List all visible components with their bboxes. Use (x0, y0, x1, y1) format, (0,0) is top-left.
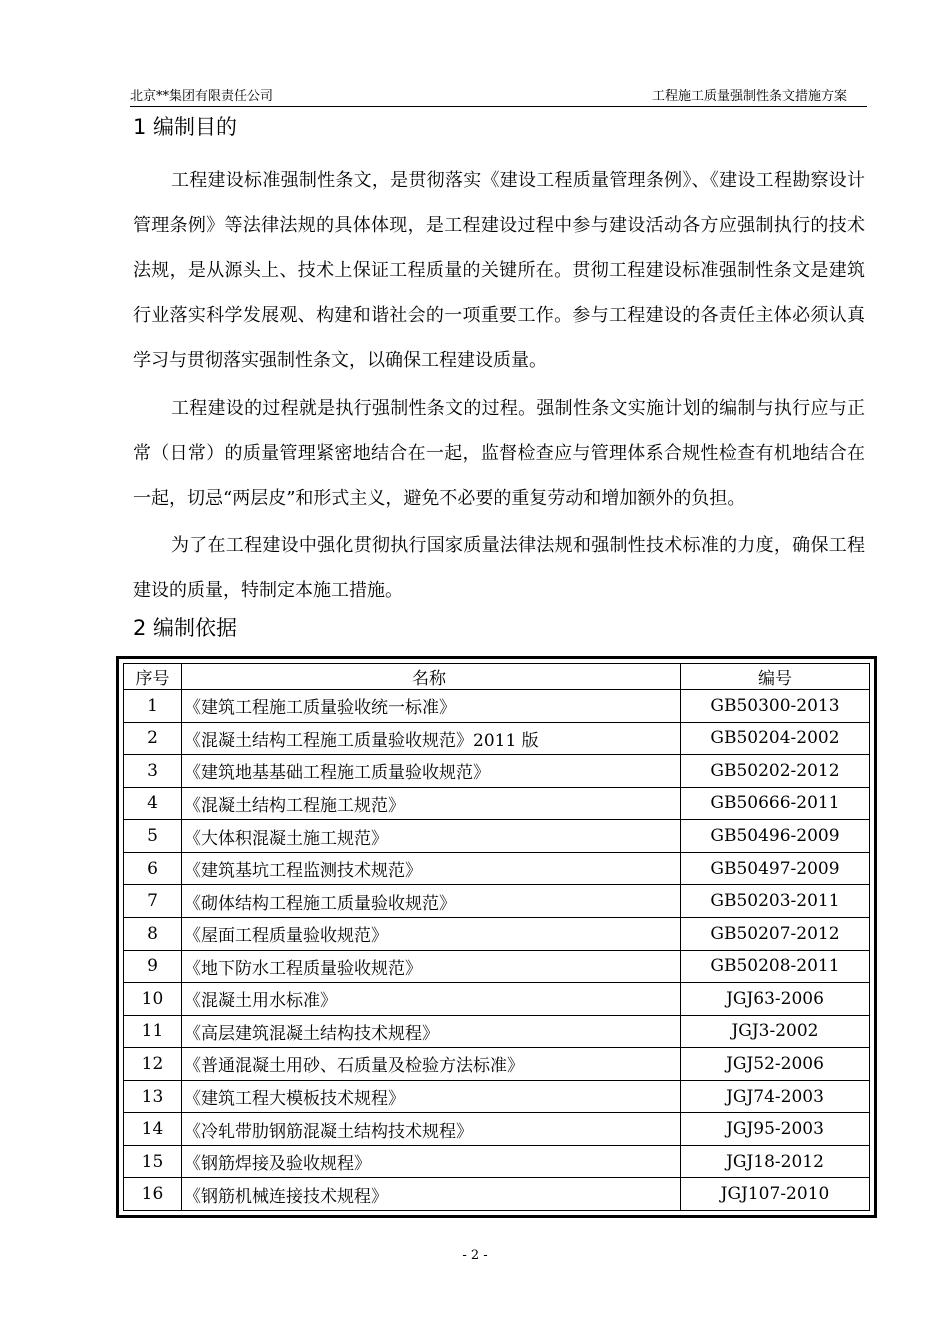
table-row (124, 1048, 870, 1081)
table-row (124, 787, 870, 820)
section-1-paragraph-1: 工程建设标准强制性条文，是贯彻落实《建设工程质量管理条例》、《建设工程勘察设计管理条例》等法律法规的具体体现，是工程建设过程中参与建设活动各方应强制执行的技术法规，是从源头上、技术上保证工程质量的关键所在。贯彻工程建设标准强制性条文是建筑行业落实科学发展观、构建和谐社会的一项重要工作。参与工程建设的各责任主体必须认真学习与贯彻落实强制性条文，以确保工程建设质量。 (133, 170, 865, 371)
row-name-cell: 《钢筋机械连接技术规程》 (182, 1178, 681, 1211)
page-number: - 2 - (462, 1248, 488, 1263)
row-name-cell: 《普通混凝土用砂、石质量及检验方法标准》 (182, 1048, 681, 1081)
table-row (124, 1080, 870, 1113)
row-index-cell: 7 (124, 885, 182, 918)
row-code-cell: GB50204-2002 (681, 722, 870, 755)
header-company: 北京**集团有限责任公司 (130, 89, 274, 104)
section-1-paragraph-3: 为了在工程建设中强化贯彻执行国家质量法律法规和强制性技术标准的力度，确保工程建设的质量，特制定本施工措施。 (133, 535, 865, 601)
section-2-heading: 2 编制依据 (133, 616, 238, 640)
section-1-heading: 1 编制目的 (133, 115, 238, 139)
row-name-cell: 《建筑工程大模板技术规程》 (182, 1080, 681, 1113)
table-row (124, 690, 870, 723)
row-code-cell: JGJ3-2002 (681, 1015, 870, 1048)
row-index-cell: 16 (124, 1178, 182, 1211)
row-name-cell: 《建筑基坑工程监测技术规范》 (182, 852, 681, 885)
column-header-index: 序号 (124, 664, 182, 690)
row-code-cell: GB50497-2009 (681, 852, 870, 885)
row-index-cell: 12 (124, 1048, 182, 1081)
page-header (130, 88, 867, 107)
row-index-cell: 6 (124, 852, 182, 885)
table-row (124, 722, 870, 755)
row-index-cell: 3 (124, 755, 182, 788)
table-header-row (124, 664, 870, 690)
table-row (124, 885, 870, 918)
table-row (124, 917, 870, 950)
row-name-cell: 《混凝土结构工程施工规范》 (182, 787, 681, 820)
row-code-cell: JGJ107-2010 (681, 1178, 870, 1211)
row-code-cell: GB50202-2012 (681, 755, 870, 788)
row-index-cell: 5 (124, 820, 182, 853)
row-name-cell: 《屋面工程质量验收规范》 (182, 917, 681, 950)
row-code-cell: GB50203-2011 (681, 885, 870, 918)
table-row (124, 950, 870, 983)
row-index-cell: 4 (124, 787, 182, 820)
row-index-cell: 10 (124, 983, 182, 1016)
row-code-cell: JGJ95-2003 (681, 1113, 870, 1146)
row-index-cell: 9 (124, 950, 182, 983)
table-row (124, 1113, 870, 1146)
row-code-cell: JGJ63-2006 (681, 983, 870, 1016)
row-name-cell: 《建筑地基基础工程施工质量验收规范》 (182, 755, 681, 788)
row-index-cell: 8 (124, 917, 182, 950)
table-row (124, 1015, 870, 1048)
row-code-cell: JGJ74-2003 (681, 1080, 870, 1113)
row-name-cell: 《混凝土结构工程施工质量验收规范》2011 版 (182, 722, 681, 755)
row-index-cell: 2 (124, 722, 182, 755)
row-name-cell: 《地下防水工程质量验收规范》 (182, 950, 681, 983)
table-row (124, 852, 870, 885)
standards-table-frame (116, 656, 877, 1218)
table-row (124, 1145, 870, 1178)
row-code-cell: JGJ52-2006 (681, 1048, 870, 1081)
row-name-cell: 《冷轧带肋钢筋混凝土结构技术规程》 (182, 1113, 681, 1146)
row-code-cell: GB50666-2011 (681, 787, 870, 820)
row-index-cell: 15 (124, 1145, 182, 1178)
row-index-cell: 11 (124, 1015, 182, 1048)
table-row (124, 983, 870, 1016)
section-1-paragraph-2: 工程建设的过程就是执行强制性条文的过程。强制性条文实施计划的编制与执行应与正常（日常）的质量管理紧密地结合在一起，监督检查应与管理体系合规性检查有机地结合在一起，切忌“两层皮”和形式主义，避免不必要的重复劳动和增加额外的负担。 (133, 398, 865, 509)
row-name-cell: 《建筑工程施工质量验收统一标准》 (182, 690, 681, 723)
column-header-code: 编号 (681, 664, 870, 690)
table-body (124, 690, 870, 1211)
row-name-cell: 《混凝土用水标准》 (182, 983, 681, 1016)
row-name-cell: 《大体积混凝土施工规范》 (182, 820, 681, 853)
row-code-cell: JGJ18-2012 (681, 1145, 870, 1178)
row-index-cell: 1 (124, 690, 182, 723)
row-code-cell: GB50300-2013 (681, 690, 870, 723)
row-code-cell: GB50207-2012 (681, 917, 870, 950)
table-row (124, 1178, 870, 1211)
standards-table (123, 663, 870, 1211)
table-row (124, 755, 870, 788)
row-code-cell: GB50496-2009 (681, 820, 870, 853)
row-name-cell: 《钢筋焊接及验收规程》 (182, 1145, 681, 1178)
table-row (124, 820, 870, 853)
header-doc-title: 工程施工质量强制性条文措施方案 (651, 89, 847, 104)
row-index-cell: 13 (124, 1080, 182, 1113)
row-name-cell: 《高层建筑混凝土结构技术规程》 (182, 1015, 681, 1048)
column-header-name: 名称 (182, 664, 681, 690)
row-code-cell: GB50208-2011 (681, 950, 870, 983)
row-name-cell: 《砌体结构工程施工质量验收规范》 (182, 885, 681, 918)
row-index-cell: 14 (124, 1113, 182, 1146)
